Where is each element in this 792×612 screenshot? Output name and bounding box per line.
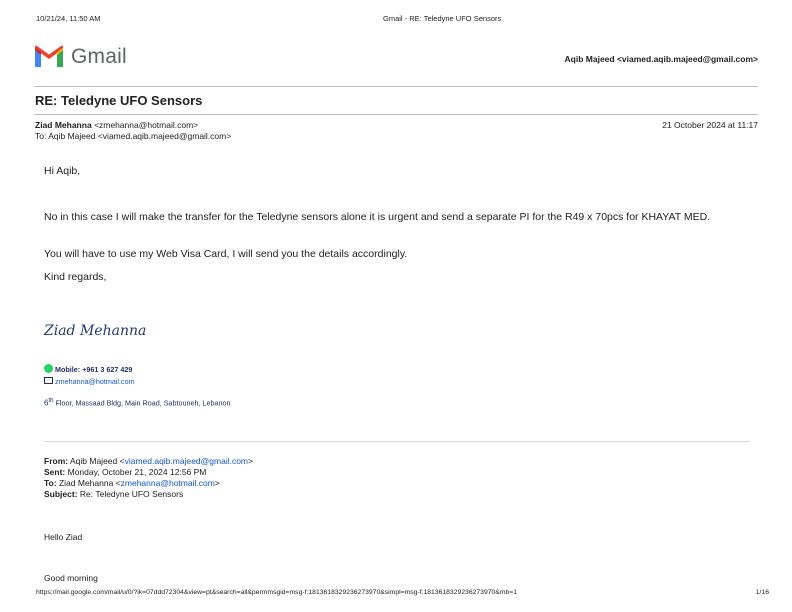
envelope-icon — [44, 377, 53, 384]
footer-url[interactable]: https://mail.google.com/mail/u/0/?ik=07ddd72304&view=pt&search=all&permmsgid=msg-f:1813618329236273970&simpl=msg-f:1813618329236273970&mb=1 — [36, 589, 518, 596]
fwd-greeting: Hello Ziad — [44, 532, 83, 542]
account-label: Aqib Majeed <viamed.aqib.majeed@gmail.com> — [564, 54, 758, 64]
signature-email-link[interactable]: zmehanna@hotmail.com — [55, 377, 135, 386]
fwd-to-value: Ziad Mehanna < — [58, 478, 121, 488]
greeting: Hi Aqib, — [44, 165, 81, 177]
gmail-logo[interactable] — [33, 44, 127, 70]
sender-name: Ziad Mehanna — [35, 120, 92, 130]
fwd-to-label: To: — [44, 478, 57, 488]
address-floor: 6 — [44, 398, 49, 408]
forward-divider — [44, 441, 750, 442]
address-floor-suffix: th — [48, 398, 54, 404]
signature-email-line — [44, 377, 135, 386]
signature-name: Ziad Mehanna — [44, 323, 147, 339]
signature-mobile-line — [44, 364, 132, 374]
fwd-to-email[interactable]: zmehanna@hotmail.com — [120, 478, 215, 488]
fwd-from-line — [44, 456, 253, 468]
gmail-m-icon — [33, 45, 65, 69]
fwd-to-line — [44, 478, 220, 490]
footer-page-number: 1/16 — [755, 589, 769, 596]
sender-line — [35, 120, 198, 130]
signature-mobile: Mobile: +961 3 627 429 — [55, 365, 133, 374]
body-paragraph-1: No in this case I will make the transfer for the Teledyne sensors alone it is urgent and send a separate PI for the R49 x 70pcs for KHAYAT MED. — [44, 211, 711, 223]
print-title: Gmail - RE: Teledyne UFO Sensors — [383, 14, 502, 23]
print-datetime: 10/21/24, 11:50 AM — [36, 14, 101, 23]
fwd-to-close: > — [214, 478, 220, 488]
fwd-from-email[interactable]: viamed.aqib.majeed@gmail.com — [124, 456, 249, 466]
email-subject: RE: Teledyne UFO Sensors — [35, 93, 203, 108]
subject-divider — [34, 114, 758, 115]
address-text: Floor, Massaad Bldg, Main Road, Sabtouneh, Lebanon — [53, 398, 231, 408]
fwd-sent-line — [44, 467, 206, 479]
sender-email: <zmehanna@hotmail.com> — [94, 120, 199, 130]
header-divider — [34, 86, 758, 87]
whatsapp-icon — [44, 364, 53, 373]
email-date: 21 October 2024 at 11:17 — [662, 120, 758, 130]
closing: Kind regards, — [44, 271, 107, 283]
fwd-sent-label: Sent: — [44, 467, 66, 477]
fwd-subject-label: Subject: — [44, 489, 78, 499]
fwd-from-label: From: — [44, 456, 69, 466]
body-paragraph-2: You will have to use my Web Visa Card, I will send you the details accordingly. — [44, 248, 408, 260]
fwd-subject-value: Re: Teledyne UFO Sensors — [79, 489, 184, 499]
fwd-from-close: > — [248, 456, 253, 466]
gmail-logo-text: Gmail — [71, 45, 127, 68]
fwd-sent-value: Monday, October 21, 2024 12:56 PM — [67, 467, 207, 477]
recipient-line: To: Aqib Majeed <viamed.aqib.majeed@gmail.com> — [35, 131, 232, 141]
fwd-good-morning: Good morning — [44, 573, 98, 583]
fwd-subject-line — [44, 489, 183, 501]
fwd-from-value: Aqib Majeed < — [70, 456, 125, 466]
signature-address — [44, 398, 230, 407]
